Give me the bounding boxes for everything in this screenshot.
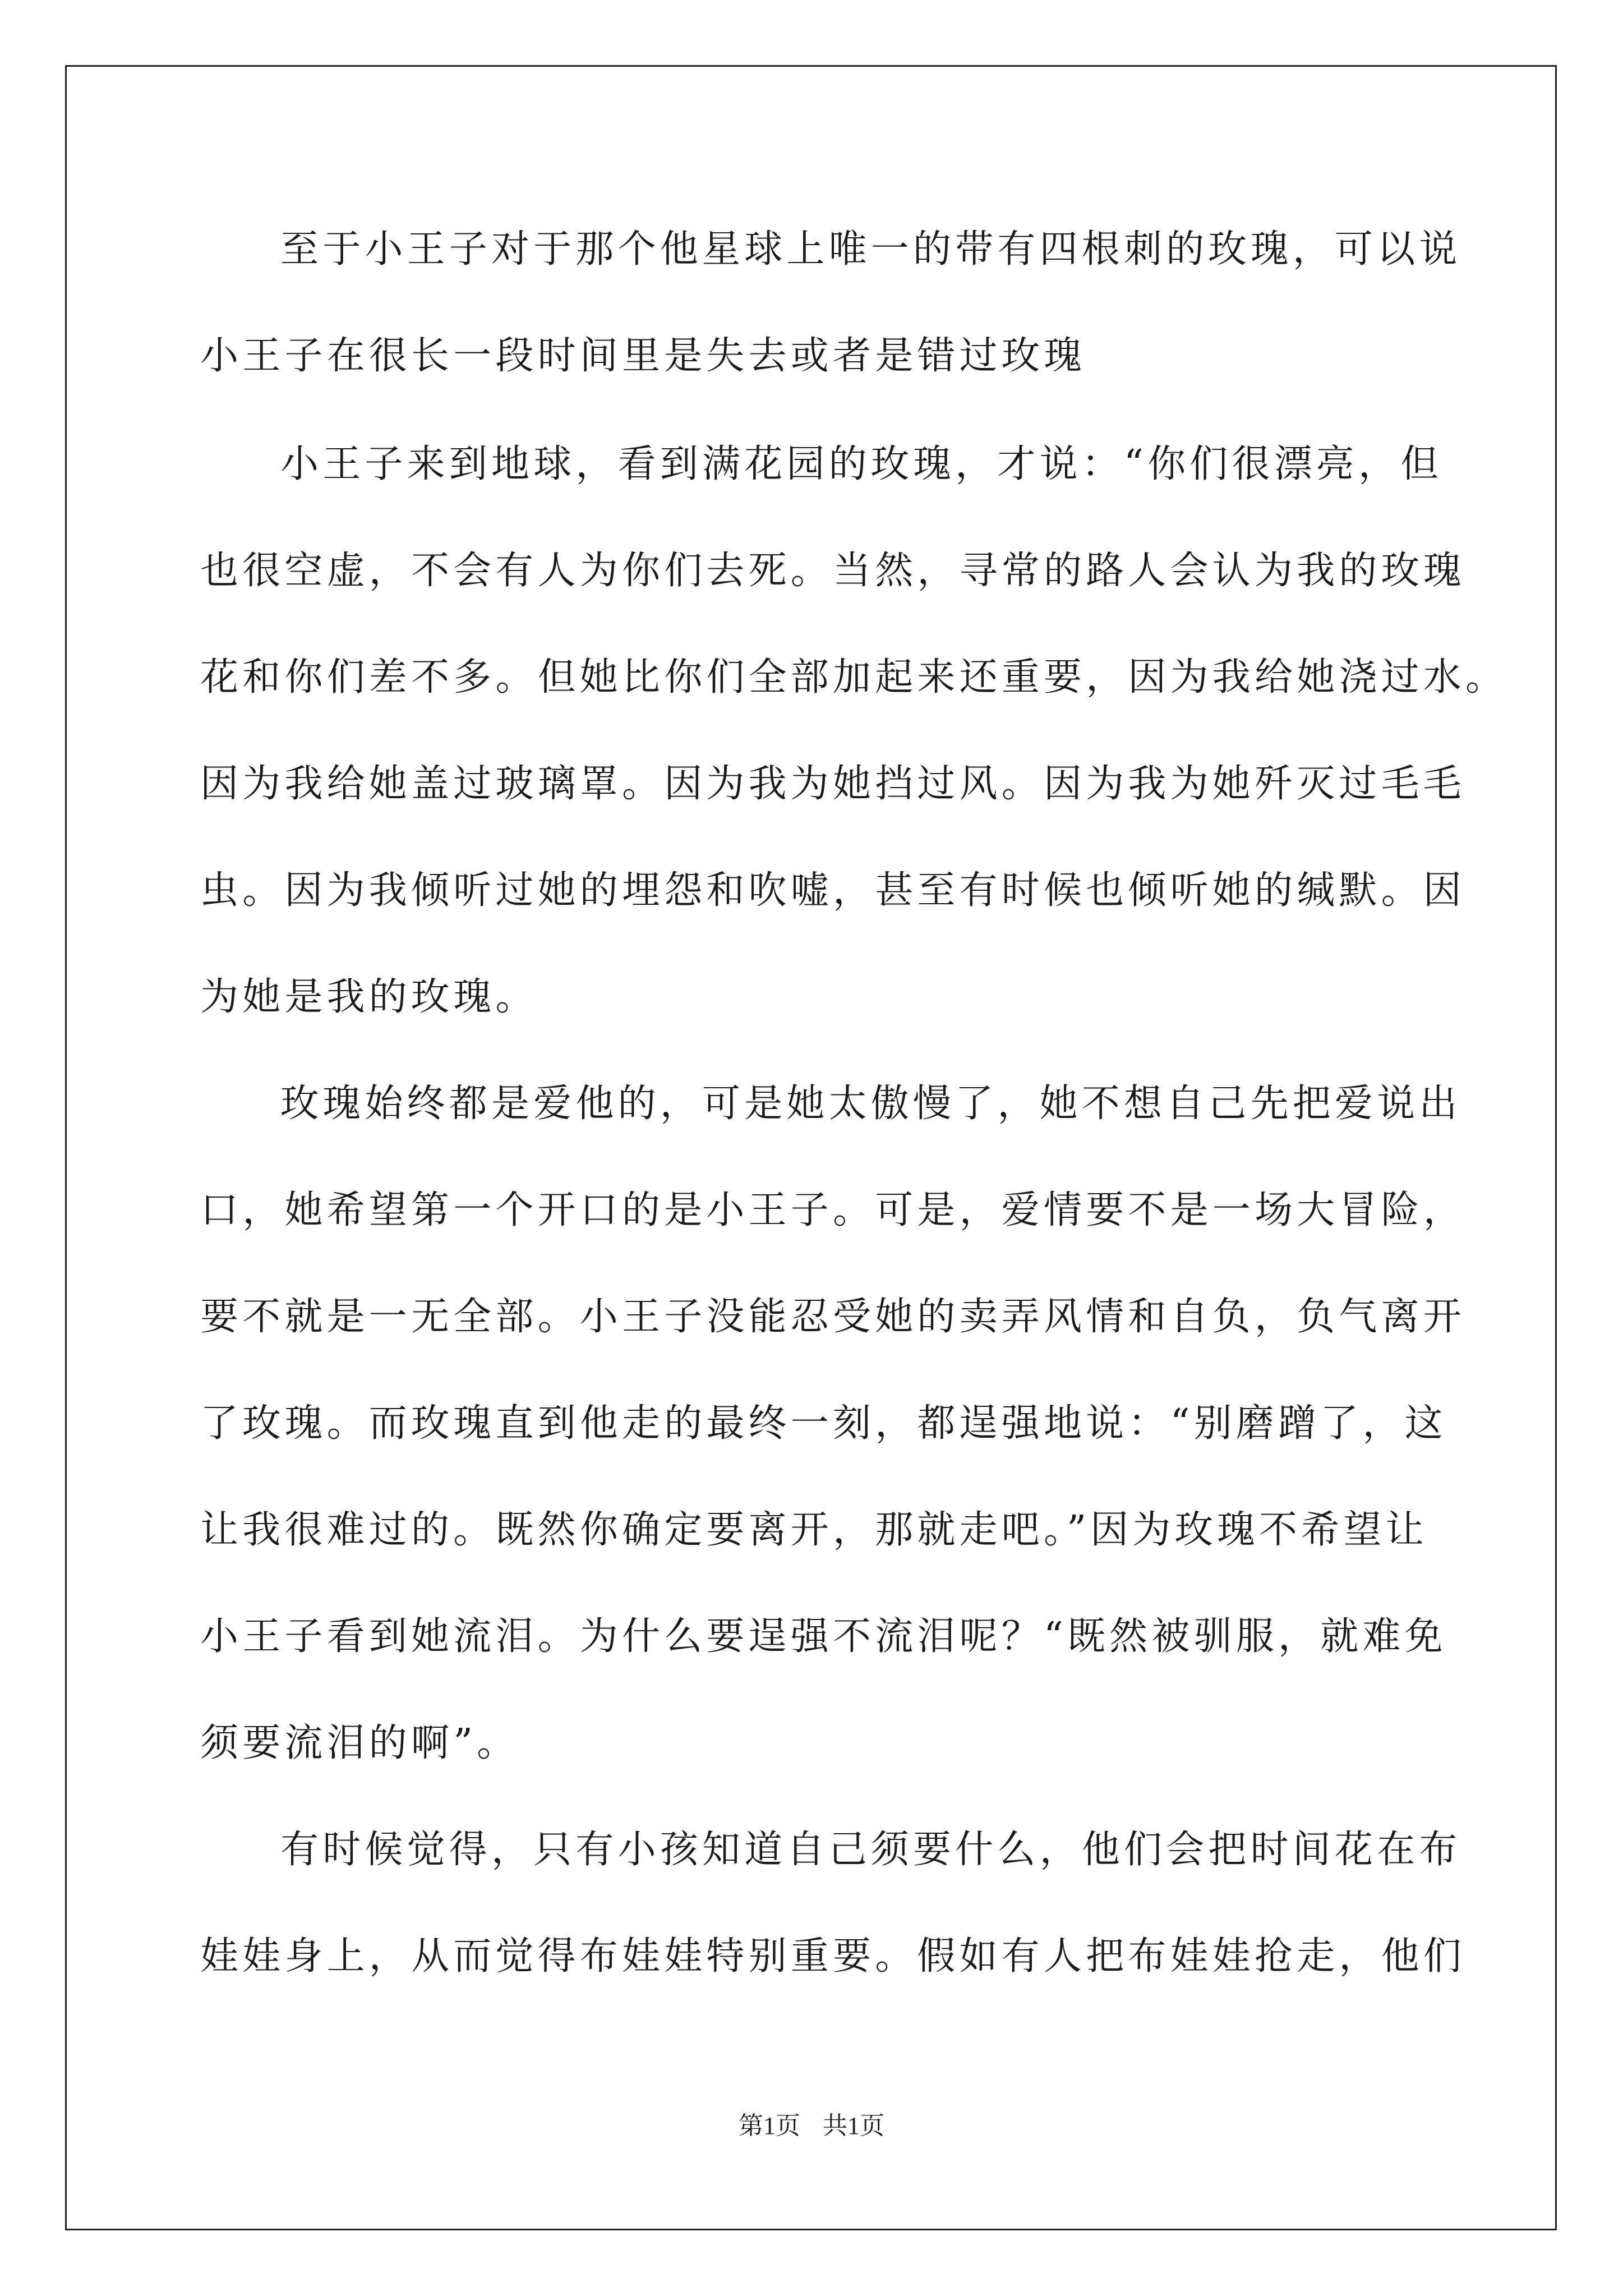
paragraph-3-line-3: 要不就是一无全部。小王子没能忍受她的卖弄风情和自负，负气离开 [200, 1295, 1466, 1339]
paragraph-2-line-5: 虫。因为我倾听过她的埋怨和吹嘘，甚至有时候也倾听她的缄默。因 [200, 868, 1466, 913]
page-border [65, 65, 1557, 2230]
paragraph-4-line-2: 娃娃身上，从而觉得布娃娃特别重要。假如有人把布娃娃抢走，他们 [200, 1934, 1466, 1978]
page-total-label: 共1页 [823, 2112, 884, 2139]
paragraph-3-line-6: 小王子看到她流泪。为什么要逞强不流泪呢？“既然被驯服，就难免 [200, 1614, 1447, 1659]
paragraph-3-line-5: 让我很难过的。既然你确定要离开，那就走吧。”因为玫瑰不希望让 [200, 1508, 1428, 1552]
paragraph-3-line-7: 须要流泪的啊”。 [200, 1721, 519, 1765]
paragraph-3-line-4: 了玫瑰。而玫瑰直到他走的最终一刻，都逞强地说：“别磨蹭了，这 [200, 1401, 1447, 1446]
page-footer [0, 2109, 1623, 2143]
page-number-label: 第1页 [739, 2112, 800, 2139]
paragraph-2-line-6: 为她是我的玫瑰。 [200, 975, 538, 1019]
paragraph-2-line-3: 花和你们差不多。但她比你们全部加起来还重要，因为我给她浇过水。 [200, 655, 1508, 700]
paragraph-3-line-1: 玫瑰始终都是爱他的，可是她太傲慢了，她不想自己先把爱说出 [280, 1082, 1461, 1126]
paragraph-2-line-2: 也很空虚，不会有人为你们去死。当然，寻常的路人会认为我的玫瑰 [200, 549, 1466, 593]
paragraph-2-line-1: 小王子来到地球，看到满花园的玫瑰，才说：“你们很漂亮，但 [280, 442, 1443, 486]
paragraph-3-line-2: 口，她希望第一个开口的是小王子。可是，爱情要不是一场大冒险， [200, 1188, 1466, 1232]
paragraph-1-line-2: 小王子在很长一段时间里是失去或者是错过玫瑰 [200, 334, 1086, 378]
paragraph-4-line-1: 有时候觉得，只有小孩知道自己须要什么，他们会把时间花在布 [280, 1828, 1461, 1872]
paragraph-1-line-1: 至于小王子对于那个他星球上唯一的带有四根刺的玫瑰，可以说 [280, 227, 1461, 272]
paragraph-2-line-4: 因为我给她盖过玻璃罩。因为我为她挡过风。因为我为她歼灭过毛毛 [200, 762, 1466, 806]
